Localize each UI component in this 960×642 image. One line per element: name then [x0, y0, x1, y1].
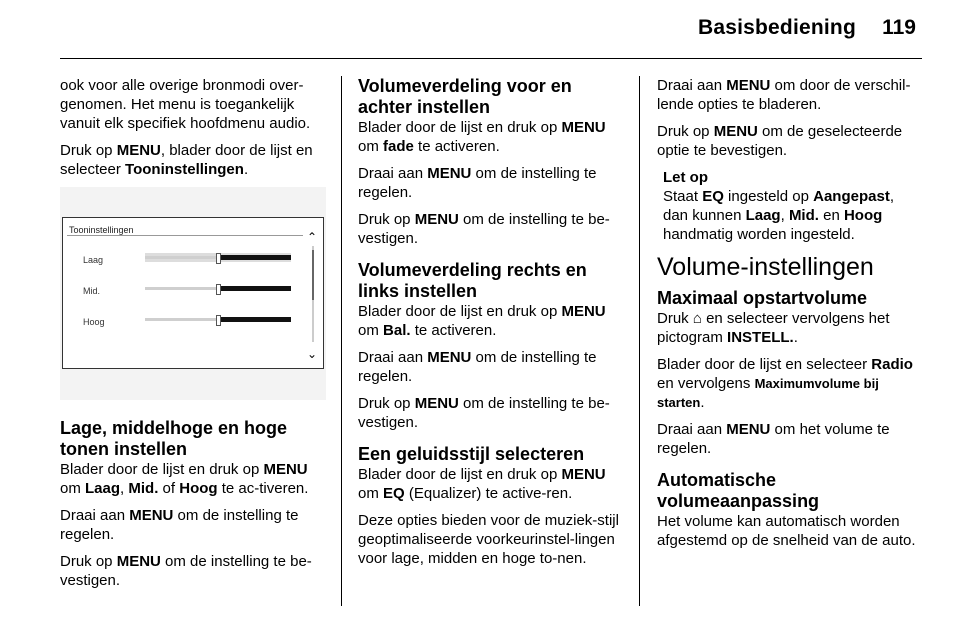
- paragraph: Blader door de lijst en druk op MENU om Bal. te activeren.: [358, 303, 606, 339]
- column-1: [60, 76, 326, 598]
- paragraph: Druk op MENU om de instelling te be-vestigen.: [60, 553, 312, 589]
- paragraph: Blader door de lijst en druk op MENU om fade te activeren.: [358, 119, 606, 155]
- slider-label-laag: Laag: [83, 255, 104, 265]
- slider-laag[interactable]: [145, 253, 291, 262]
- screen-divider: [67, 235, 303, 236]
- slider-hoog[interactable]: [145, 315, 291, 324]
- paragraph: Draai aan MENU om de instelling te regelen.: [358, 349, 597, 385]
- paragraph: Draai aan MENU om door de verschil-lende opties te bladeren.: [657, 77, 911, 113]
- section-heading: Volumeverdeling rechts en links instellen: [358, 260, 587, 301]
- paragraph: Deze opties bieden voor de muziek-stijl geoptimaliseerde voorkeurinstel-lingen voor lage, midden en hoge to-nen.: [358, 512, 619, 567]
- scroll-down-icon[interactable]: ⌄: [306, 347, 317, 361]
- paragraph: Het volume kan automatisch worden afgestemd op de snelheid van de auto.: [657, 513, 916, 549]
- section-heading: Maximaal opstartvolume: [657, 288, 868, 308]
- paragraph: Druk op MENU, blader door de lijst en selecteer Tooninstellingen.: [60, 142, 313, 178]
- column-2: [358, 76, 624, 576]
- screen-title: Tooninstellingen: [69, 225, 134, 235]
- column-3: [657, 76, 923, 558]
- paragraph: Draai aan MENU om het volume te regelen.: [657, 421, 890, 457]
- paragraph: Druk ⌂ en selecteer vervolgens het pictogram INSTELL..: [657, 310, 890, 346]
- note-title: Let op: [663, 169, 708, 186]
- section-heading: Lage, middelhoge en hoge tonen instellen: [60, 418, 288, 459]
- home-icon: ⌂: [692, 310, 702, 327]
- tone-settings-figure: [60, 187, 326, 400]
- paragraph: Draai aan MENU om de instelling te regelen.: [60, 507, 299, 543]
- slider-label-hoog: Hoog: [83, 317, 105, 327]
- section-heading: Automatische volumeaanpassing: [657, 470, 820, 511]
- paragraph: Blader door de lijst en druk op MENU om Laag, Mid. of Hoog te ac-tiveren.: [60, 461, 309, 497]
- column-divider: [341, 76, 342, 606]
- paragraph: Druk op MENU om de instelling te be-vestigen.: [358, 211, 610, 247]
- paragraph: Blader door de lijst en selecteer Radio en vervolgens Maximumvolume bij starten.: [657, 356, 913, 411]
- scrollbar-thumb[interactable]: [312, 250, 314, 300]
- section-heading: Een geluidsstijl selecteren: [358, 444, 585, 464]
- note-text: Staat EQ ingesteld op Aangepast, dan kunnen Laag, Mid. en Hoog handmatig worden ingesteld.: [663, 188, 894, 243]
- paragraph: Druk op MENU om de instelling te be-vestigen.: [358, 395, 610, 431]
- section-heading: Volumeverdeling voor en achter instellen: [358, 76, 572, 117]
- note-box: [657, 168, 923, 244]
- paragraph: Druk op MENU om de geselecteerde optie te bevestigen.: [657, 123, 903, 159]
- page-number: 119: [882, 16, 916, 39]
- scroll-up-icon[interactable]: ⌃: [306, 230, 317, 244]
- paragraph: ook voor alle overige bronmodi over-genomen. Het menu is toegankelijk vanuit elk specifiek hoofdmenu audio.: [60, 77, 311, 132]
- column-divider: [639, 76, 640, 606]
- paragraph: Blader door de lijst en druk op MENU om EQ (Equalizer) te active-ren.: [358, 466, 606, 502]
- chapter-heading: Volume-instellingen: [657, 253, 874, 281]
- slider-mid[interactable]: [145, 284, 291, 293]
- slider-label-mid: Mid.: [83, 286, 101, 296]
- header-rule: [60, 58, 922, 59]
- paragraph: Draai aan MENU om de instelling te regelen.: [358, 165, 597, 201]
- page-header-title: Basisbediening: [697, 16, 856, 39]
- tone-settings-screen: [62, 217, 324, 369]
